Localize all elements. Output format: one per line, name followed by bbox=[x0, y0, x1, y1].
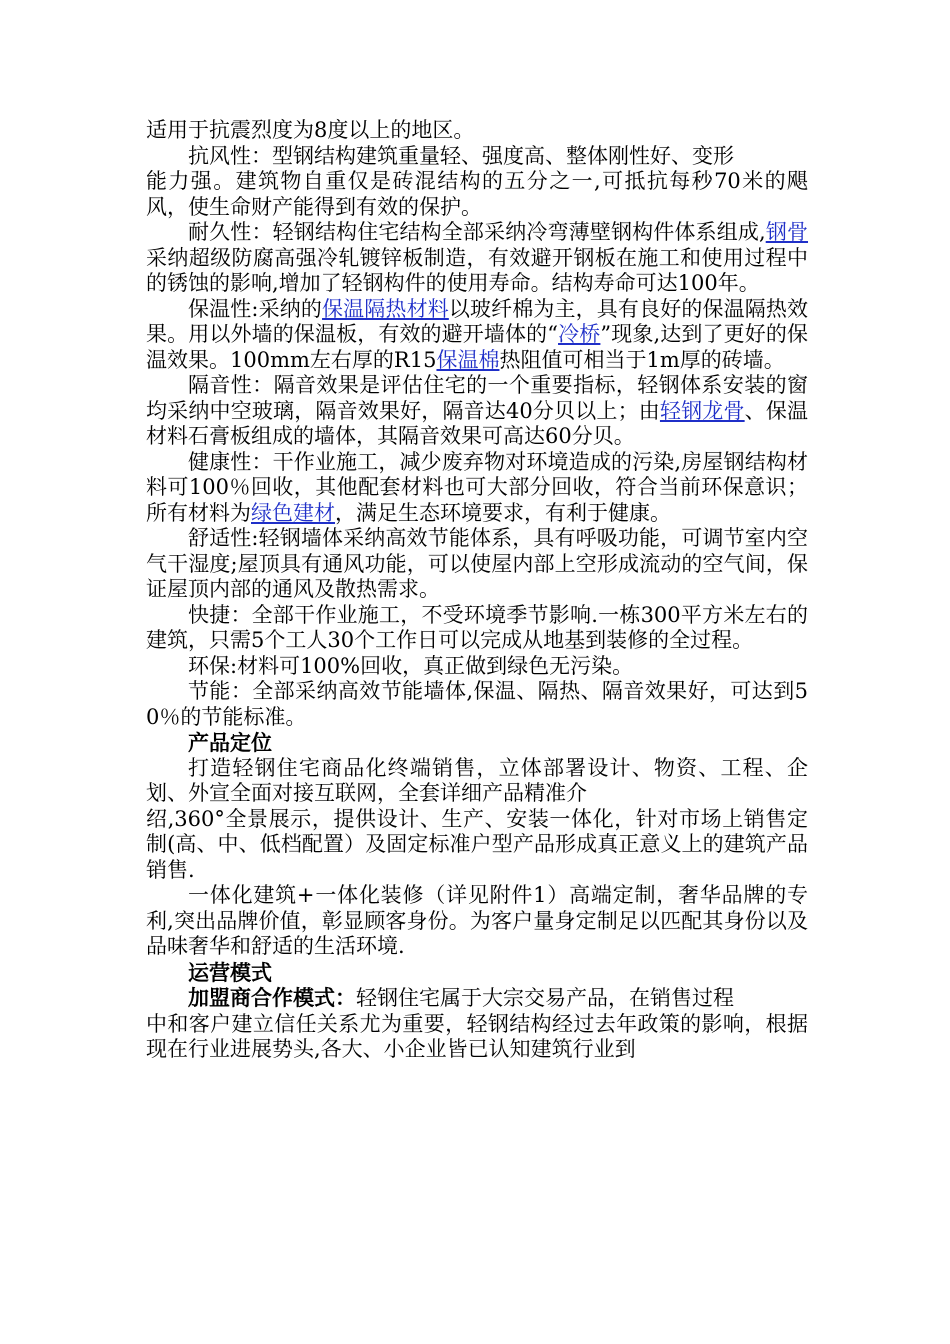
paragraph-franchise bbox=[146, 985, 808, 1012]
insulation-text-mid2: ”现象,达到了更好的保温效果。100mm左右厚的R15 bbox=[146, 322, 809, 372]
paragraph-positioning-1: 打造轻钢住宅商品化终端销售，立体部署设计、物资、工程、企划、外宣全面对接互联网，全套详细产品精准介 bbox=[146, 755, 808, 805]
paragraph-seismic-tail: 适用于抗震烈度为8度以上的地区。 bbox=[146, 118, 475, 142]
link-steel-frame[interactable]: 钢骨 bbox=[765, 220, 809, 244]
heading-operation-mode: 运营模式 bbox=[188, 959, 272, 985]
paragraph-positioning-2: 一体化建筑+一体化装修（详见附件1）高端定制，奢华品牌的专利,突出品牌价值，彰显顾客身份。为客户量身定制足以匹配其身份以及品味奢华和舒适的生活环境. bbox=[146, 883, 808, 958]
sound-text-post: 、保温材料石膏板组成的墙体，其隔音效果可高达60分贝。 bbox=[146, 398, 808, 448]
franchise-lead: 加盟商合作模式： bbox=[188, 985, 356, 1010]
link-insulation-cotton[interactable]: 保温棉 bbox=[436, 347, 500, 372]
paragraph-positioning-1-cont: 绍,360°全景展示，提供设计、生产、安装一体化，针对市场上销售定制(高、中、低档配置）及固定标准户型产品形成真正意义上的建筑产品销售. bbox=[146, 806, 808, 882]
paragraph-health bbox=[146, 450, 808, 527]
link-green-building-material[interactable]: 绿色建材 bbox=[251, 500, 335, 525]
paragraph-franchise-cont: 中和客户建立信任关系尤为重要，轻钢结构经过去年政策的影响，根据现在行业进展势头,各大、小企业皆已认知建筑行业到 bbox=[146, 1011, 808, 1061]
paragraph-durability bbox=[146, 220, 808, 297]
paragraph-energy-saving: 节能：全部采纳高效节能墙体,保温、隔热、隔音效果好，可达到50％的节能标准。 bbox=[146, 679, 808, 729]
franchise-text: 轻钢住宅属于大宗交易产品，在销售过程 bbox=[356, 986, 734, 1010]
heading-product-positioning: 产品定位 bbox=[188, 730, 272, 755]
insulation-text-post: 热阻值可相当于1m厚的砖墙。 bbox=[499, 347, 785, 372]
link-insulation-material[interactable]: 保温隔热材料 bbox=[322, 296, 449, 321]
insulation-text-pre: 保温性:采纳的 bbox=[188, 296, 323, 321]
sound-text-pre: 隔音性：隔音效果是评估住宅的一个重要指标，轻钢体系安装的窗均采纳中空玻璃，隔音效果好，隔音达40分贝以上；由 bbox=[146, 373, 808, 423]
paragraph-fast: 快捷：全部干作业施工，不受环境季节影响.一栋300平方米左右的建筑，只需5个工人30个工作日可以完成从地基到装修的全过程。 bbox=[146, 602, 808, 652]
insulation-text-mid1: 以玻纤棉为主，具有良好的保温隔热效果。用以外墙的保温板，有效的避开墙体的“ bbox=[146, 296, 809, 346]
health-text-post: ，满足生态环境要求，有利于健康。 bbox=[335, 500, 671, 525]
paragraph-sound-insulation bbox=[146, 373, 808, 450]
paragraph-insulation bbox=[146, 297, 808, 374]
paragraph-wind-resistance-cont: 能力强。建筑物自重仅是砖混结构的五分之一,可抵抗每秒70米的飓风，使生命财产能得到有效的保护。 bbox=[146, 169, 808, 219]
link-light-steel-keel[interactable]: 轻钢龙骨 bbox=[659, 398, 745, 423]
paragraph-environment: 环保:材料可100%回收，真正做到绿色无污染。 bbox=[188, 653, 634, 678]
document-page bbox=[146, 118, 808, 1063]
paragraph-comfort: 舒适性:轻钢墙体采纳高效节能体系，具有呼吸功能，可调节室内空气干湿度;屋顶具有通风功能，可以使屋内部上空形成流动的空气间，保证屋顶内部的通风及散热需求。 bbox=[146, 526, 808, 601]
durability-text-pre: 耐久性：轻钢结构住宅结构全部采纳冷弯薄壁钢构件体系组成, bbox=[188, 220, 766, 244]
paragraph-wind-resistance: 抗风性：型钢结构建筑重量轻、强度高、整体刚性好、变形 bbox=[188, 143, 734, 168]
link-cold-bridge[interactable]: 冷桥 bbox=[558, 322, 601, 346]
durability-text-post: 采纳超级防腐高强冷轧镀锌板制造，有效避开钢板在施工和使用过程中的锈蚀的影响,增加了轻钢构件的使用寿命。结构寿命可达100年。 bbox=[146, 245, 808, 295]
health-text-pre: 健康性：干作业施工，减少废弃物对环境造成的污染,房屋钢结构材料可100％回收，其他配套材料也可大部分回收，符合当前环保意识；所有材料为 bbox=[146, 449, 808, 525]
